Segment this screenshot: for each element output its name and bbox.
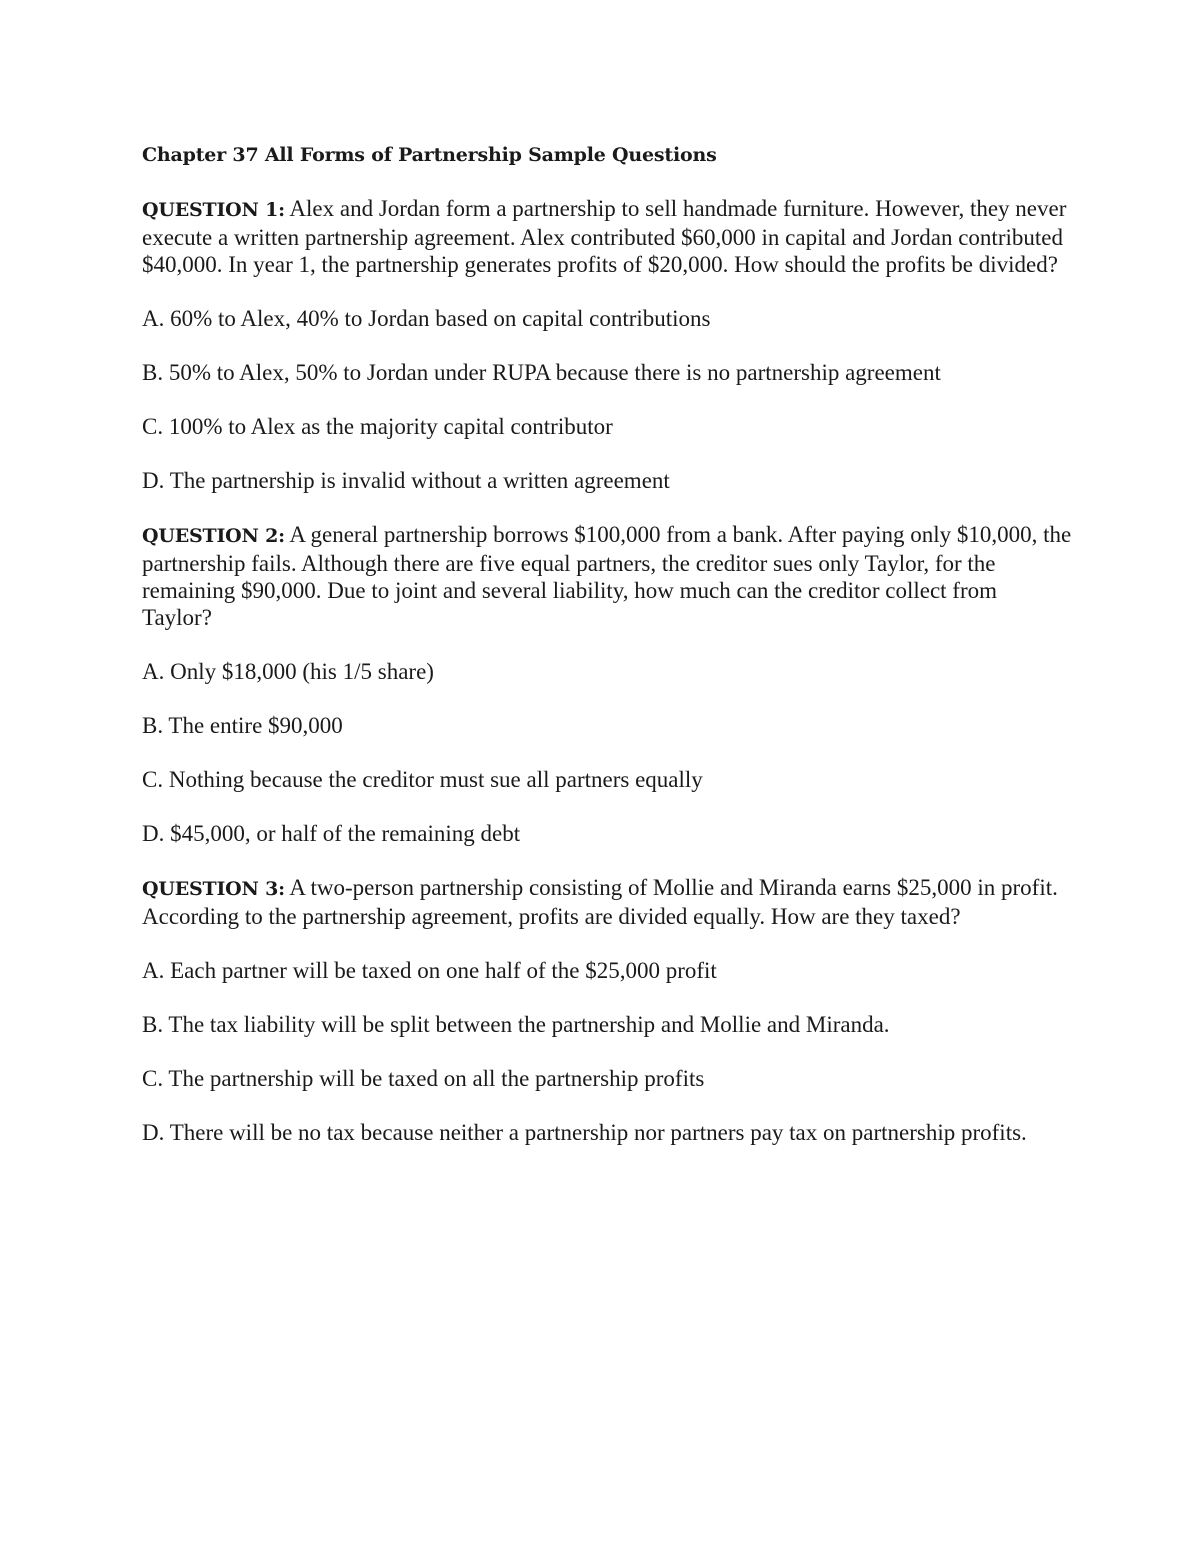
question-1-option-b: B. 50% to Alex, 50% to Jordan under RUPA because there is no partnership agreement <box>142 360 941 385</box>
question-1-option-c: C. 100% to Alex as the majority capital contributor <box>142 414 613 439</box>
document-title: Chapter 37 All Forms of Partnership Sample Questions <box>142 144 717 166</box>
question-3-option-d: D. There will be no tax because neither a partnership nor partners pay tax on partnership profits. <box>142 1120 1027 1145</box>
question-2-option-a: A. Only $18,000 (his 1/5 share) <box>142 659 434 684</box>
question-3-label: QUESTION 3: <box>142 878 285 900</box>
question-1-option-d: D. The partnership is invalid without a written agreement <box>142 468 670 493</box>
question-3-option-b: B. The tax liability will be split between the partnership and Mollie and Miranda. <box>142 1012 890 1037</box>
question-2-option-c: C. Nothing because the creditor must sue all partners equally <box>142 767 703 792</box>
question-2-stem <box>142 521 1072 631</box>
question-1-option-a: A. 60% to Alex, 40% to Jordan based on capital contributions <box>142 306 711 331</box>
question-2-option-b: B. The entire $90,000 <box>142 713 343 738</box>
document-page <box>142 142 1072 1173</box>
question-1-stem <box>142 195 1072 278</box>
question-3-stem <box>142 874 1072 930</box>
question-3-text: A two-person partnership consisting of Mollie and Miranda earns $25,000 in profit. According to the partnership agreement, profits are divided equally. How are they taxed? <box>142 875 1058 929</box>
question-3 <box>142 874 1072 1146</box>
question-2-text: A general partnership borrows $100,000 from a bank. After paying only $10,000, the partnership fails. Although there are five equal partners, the creditor sues only Taylor, for the remaining $90,000. Due to joint and several liability, how much can the creditor collect from Taylor? <box>142 522 1072 630</box>
question-1 <box>142 195 1072 494</box>
question-1-label: QUESTION 1: <box>142 199 285 221</box>
question-2-option-d: D. $45,000, or half of the remaining debt <box>142 821 521 846</box>
question-2-label: QUESTION 2: <box>142 525 285 547</box>
question-1-text: Alex and Jordan form a partnership to sell handmade furniture. However, they never execute a written partnership agreement. Alex contributed $60,000 in capital and Jordan contributed $40,000. In year 1, the partnership generates profits of $20,000. How should the profits be divided? <box>142 196 1067 277</box>
question-2 <box>142 521 1072 847</box>
question-3-option-a: A. Each partner will be taxed on one half of the $25,000 profit <box>142 958 717 983</box>
question-3-option-c: C. The partnership will be taxed on all the partnership profits <box>142 1066 705 1091</box>
